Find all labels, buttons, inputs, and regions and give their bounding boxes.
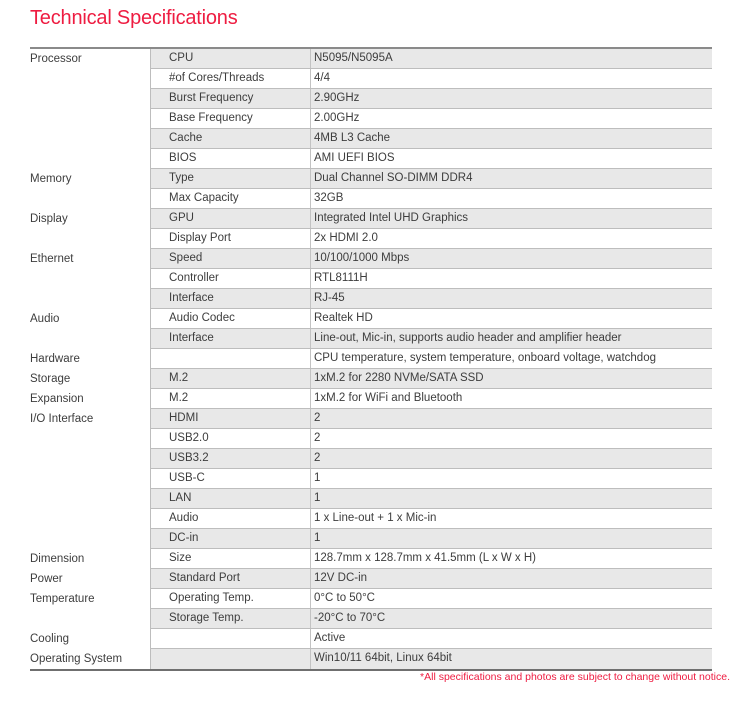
row-label: M.2 — [151, 369, 311, 388]
row-band — [150, 349, 712, 369]
row-band — [150, 229, 712, 249]
row-band — [150, 309, 712, 329]
row-value: AMI UEFI BIOS — [314, 152, 395, 164]
row-category — [30, 229, 150, 249]
table-row — [30, 269, 712, 289]
row-category — [30, 109, 150, 129]
table-row — [30, 509, 712, 529]
row-band — [150, 89, 712, 109]
row-category — [30, 429, 150, 449]
row-value: CPU temperature, system temperature, onboard voltage, watchdog — [314, 352, 656, 364]
row-label: Standard Port — [151, 569, 311, 588]
row-category: Operating System — [30, 649, 150, 669]
row-category: Cooling — [30, 629, 150, 649]
table-row — [30, 329, 712, 349]
row-category — [30, 469, 150, 489]
row-value: 12V DC-in — [314, 572, 368, 584]
row-label: Type — [151, 169, 311, 188]
row-value: Dual Channel SO-DIMM DDR4 — [314, 172, 473, 184]
table-row — [30, 249, 712, 269]
row-band — [150, 149, 712, 169]
row-label: Cache — [151, 129, 311, 148]
table-row — [30, 89, 712, 109]
row-value: 2 — [314, 412, 321, 424]
table-row — [30, 309, 712, 329]
row-label: Interface — [151, 289, 311, 308]
row-value: 1 — [314, 532, 321, 544]
disclaimer-note: *All specifications and photos are subject to change without notice. — [420, 671, 730, 683]
row-category: Temperature — [30, 589, 150, 609]
table-row — [30, 169, 712, 189]
row-band — [150, 249, 712, 269]
row-category: Memory — [30, 169, 150, 189]
table-row — [30, 489, 712, 509]
row-label: Interface — [151, 329, 311, 348]
row-category: Expansion — [30, 389, 150, 409]
row-value: Integrated Intel UHD Graphics — [314, 212, 469, 224]
row-band — [150, 629, 712, 649]
table-row — [30, 69, 712, 89]
row-label: Burst Frequency — [151, 89, 311, 108]
row-category: Hardware — [30, 349, 150, 369]
row-label: CPU — [151, 49, 311, 68]
table-row — [30, 129, 712, 149]
row-band — [150, 409, 712, 429]
row-value: 2 — [314, 452, 321, 464]
table-row — [30, 529, 712, 549]
page-title: Technical Specifications — [30, 7, 238, 29]
row-band — [150, 589, 712, 609]
row-value: 1xM.2 for WiFi and Bluetooth — [314, 392, 463, 404]
row-label: Storage Temp. — [151, 609, 311, 628]
table-row — [30, 189, 712, 209]
row-band — [150, 449, 712, 469]
table-row — [30, 449, 712, 469]
row-category: Ethernet — [30, 249, 150, 269]
row-band — [150, 609, 712, 629]
row-label: Audio Codec — [151, 309, 311, 328]
row-label: USB-C — [151, 469, 311, 488]
row-band — [150, 509, 712, 529]
row-band — [150, 269, 712, 289]
table-row — [30, 109, 712, 129]
table-row — [30, 229, 712, 249]
row-value: 0°C to 50°C — [314, 592, 375, 604]
row-label: LAN — [151, 489, 311, 508]
row-category — [30, 89, 150, 109]
row-value: 2.00GHz — [314, 112, 360, 124]
row-band — [150, 649, 712, 669]
table-row — [30, 649, 712, 669]
row-label: USB2.0 — [151, 429, 311, 448]
row-label — [151, 349, 311, 368]
row-label: Operating Temp. — [151, 589, 311, 608]
row-label — [151, 629, 311, 648]
spec-table-body — [30, 47, 712, 671]
row-category: Display — [30, 209, 150, 229]
row-value: 4/4 — [314, 72, 330, 84]
row-category — [30, 69, 150, 89]
row-band — [150, 169, 712, 189]
table-row — [30, 349, 712, 369]
row-band — [150, 429, 712, 449]
table-row — [30, 429, 712, 449]
table-row — [30, 609, 712, 629]
row-label: Base Frequency — [151, 109, 311, 128]
row-category — [30, 149, 150, 169]
row-value: 10/100/1000 Mbps — [314, 252, 410, 264]
row-value: 1xM.2 for 2280 NVMe/SATA SSD — [314, 372, 484, 384]
row-category — [30, 509, 150, 529]
row-band — [150, 69, 712, 89]
row-band — [150, 549, 712, 569]
row-value: Line-out, Mic-in, supports audio header and amplifier header — [314, 332, 622, 344]
row-category: I/O Interface — [30, 409, 150, 429]
row-band — [150, 569, 712, 589]
row-value: N5095/N5095A — [314, 52, 393, 64]
row-category: Storage — [30, 369, 150, 389]
row-label: #of Cores/Threads — [151, 69, 311, 88]
row-category — [30, 329, 150, 349]
row-label: Max Capacity — [151, 189, 311, 208]
row-value: -20°C to 70°C — [314, 612, 386, 624]
table-row — [30, 389, 712, 409]
row-value: 4MB L3 Cache — [314, 132, 391, 144]
row-category: Audio — [30, 309, 150, 329]
row-label: BIOS — [151, 149, 311, 168]
table-row — [30, 149, 712, 169]
row-label — [151, 649, 311, 669]
row-band — [150, 189, 712, 209]
row-category — [30, 289, 150, 309]
table-row — [30, 369, 712, 389]
row-value: 2.90GHz — [314, 92, 360, 104]
table-row — [30, 209, 712, 229]
table-row — [30, 469, 712, 489]
row-value: Realtek HD — [314, 312, 373, 324]
row-value: 32GB — [314, 192, 344, 204]
row-value: Win10/11 64bit, Linux 64bit — [314, 652, 452, 664]
row-band — [150, 289, 712, 309]
row-label: Audio — [151, 509, 311, 528]
table-row — [30, 409, 712, 429]
row-category — [30, 189, 150, 209]
table-row — [30, 49, 712, 69]
table-row — [30, 589, 712, 609]
row-category — [30, 129, 150, 149]
row-value: 1 — [314, 492, 321, 504]
row-category — [30, 489, 150, 509]
row-value: 1 x Line-out + 1 x Mic-in — [314, 512, 437, 524]
row-label: Speed — [151, 249, 311, 268]
row-category: Processor — [30, 49, 150, 69]
row-category — [30, 269, 150, 289]
table-row — [30, 549, 712, 569]
row-category — [30, 529, 150, 549]
row-label: HDMI — [151, 409, 311, 428]
row-value: RTL8111H — [314, 272, 368, 284]
row-band — [150, 489, 712, 509]
row-value: 2x HDMI 2.0 — [314, 232, 378, 244]
table-row — [30, 289, 712, 309]
row-label: USB3.2 — [151, 449, 311, 468]
row-value: 128.7mm x 128.7mm x 41.5mm (L x W x H) — [314, 552, 536, 564]
row-category: Dimension — [30, 549, 150, 569]
row-value: 1 — [314, 472, 321, 484]
row-band — [150, 329, 712, 349]
row-band — [150, 529, 712, 549]
table-row — [30, 569, 712, 589]
row-band — [150, 389, 712, 409]
row-band — [150, 109, 712, 129]
row-category: Power — [30, 569, 150, 589]
row-label: Size — [151, 549, 311, 568]
row-category — [30, 449, 150, 469]
row-band — [150, 469, 712, 489]
row-label: Display Port — [151, 229, 311, 248]
row-value: 2 — [314, 432, 321, 444]
row-band — [150, 369, 712, 389]
row-label: GPU — [151, 209, 311, 228]
row-band — [150, 49, 712, 69]
row-label: Controller — [151, 269, 311, 288]
table-row — [30, 629, 712, 649]
row-label: DC-in — [151, 529, 311, 548]
row-band — [150, 129, 712, 149]
row-category — [30, 609, 150, 629]
row-value: Active — [314, 632, 346, 644]
row-label: M.2 — [151, 389, 311, 408]
row-band — [150, 209, 712, 229]
row-value: RJ-45 — [314, 292, 345, 304]
